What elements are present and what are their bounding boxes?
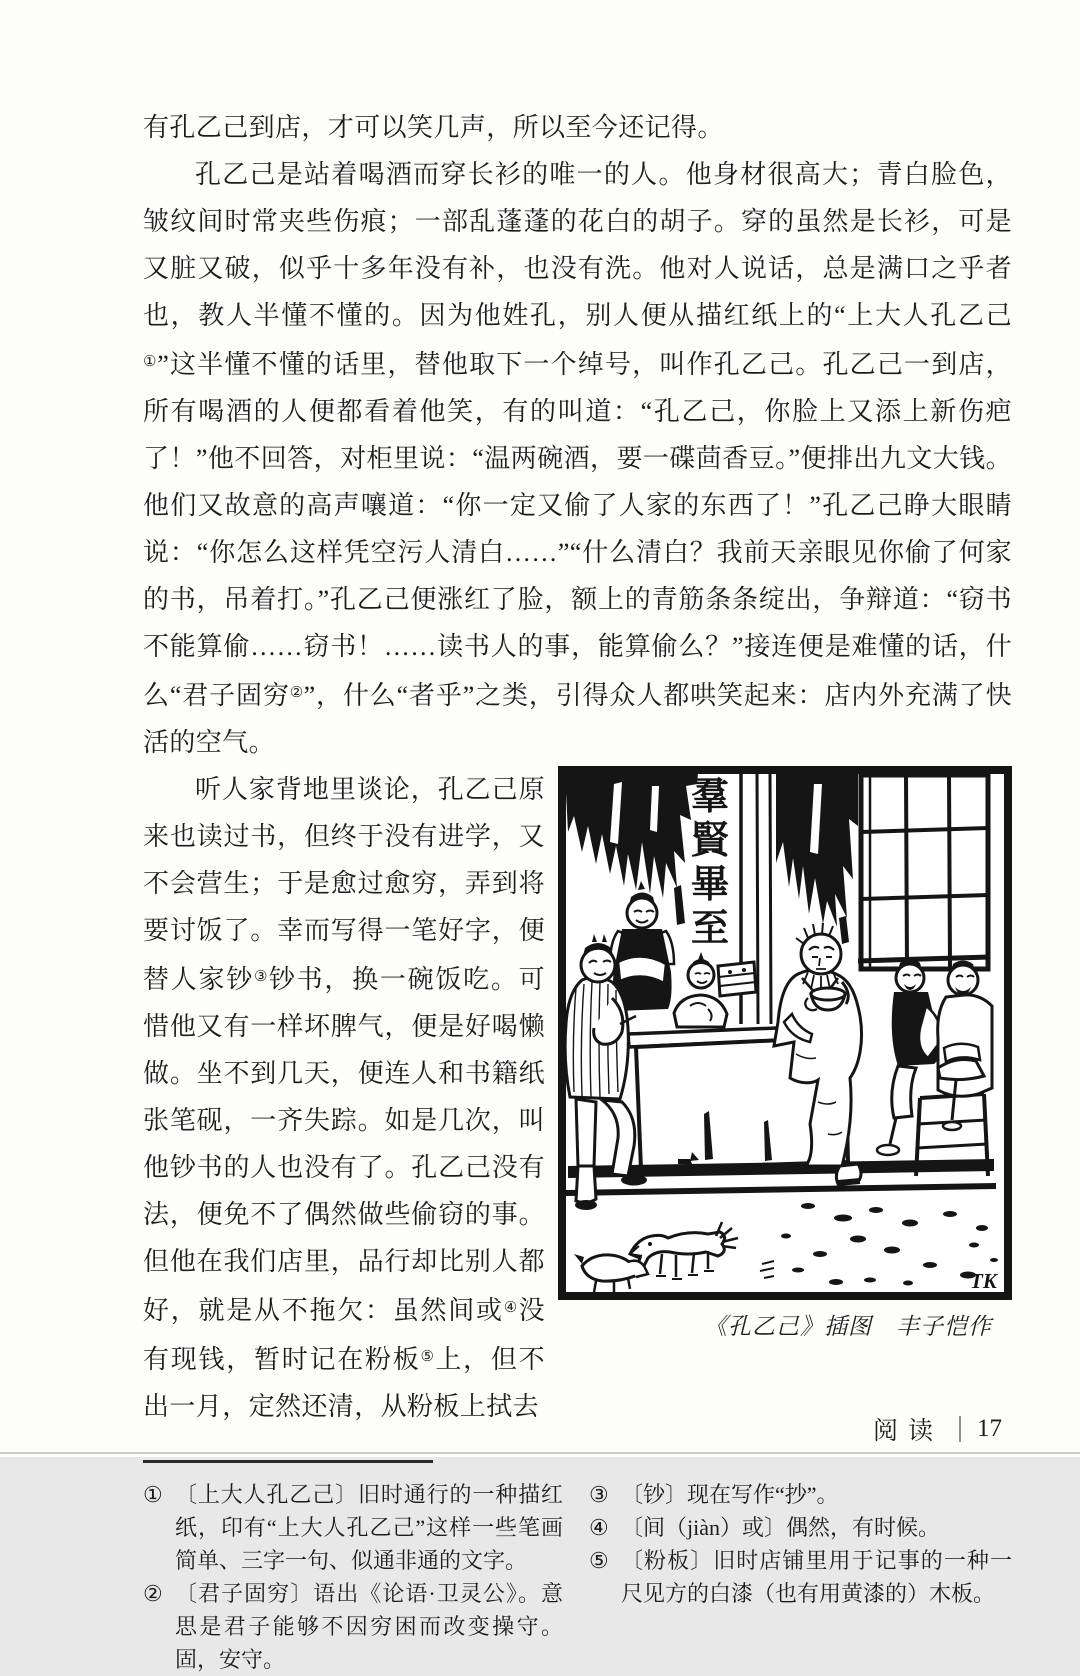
paragraph-description [143, 151, 1012, 766]
footnote-text: 〔上大人孔乙己〕旧时通行的一种描红纸，印有“上大人孔乙己”这样一些笔画简单、三字一句、似通非通的文字。 [175, 1482, 563, 1573]
paragraph-continuation [143, 104, 1012, 151]
page-footer [873, 1411, 1002, 1447]
scroll-char-3: 畢 [690, 864, 730, 906]
footnote-marker-1: ① [143, 354, 158, 370]
footnote-marker-5: ⑤ [420, 1349, 436, 1365]
footnote-item [589, 1511, 1012, 1544]
paragraph-text: ”，什么“者乎”之类，引得众人都哄笑起来：店内外充满了快活的空气。 [143, 681, 1012, 757]
scroll-char-2: 賢 [690, 820, 730, 862]
footnote-number: ① [143, 1482, 163, 1507]
scroll-char-4: 至 [690, 908, 730, 950]
kongyiji-illustration [558, 766, 1012, 1341]
footnote-number: ④ [589, 1515, 609, 1540]
footnote-item [589, 1544, 1012, 1610]
illustration-caption: 《孔乙己》插图 丰子恺作 [704, 1314, 992, 1339]
section-label: 阅读 [872, 1418, 943, 1445]
footer-divider [959, 1416, 961, 1442]
paragraph-text: 上，但不出一月，定然还清，从粉板上拭去 [143, 1345, 545, 1421]
page-number: 17 [977, 1415, 1002, 1442]
paragraph-text: 钞书，换一碗饭吃。可惜他又有一样坏脾气，便是好喝懒做。坐不到几天，便连人和书籍纸张笔砚，一齐失踪。如是几次，叫他钞书的人也没有了。孔乙己没有法，便免不了偶然做些偷窃的事。但他在我们店里，品行却比别人都好，就是从不拖欠：虽然间或 [143, 965, 545, 1325]
footnote-item [143, 1577, 563, 1676]
footnote-number: ② [143, 1581, 163, 1606]
scan-edge-line [0, 1452, 1080, 1454]
footnote-text: 〔粉板〕旧时店铺里用于记事的一种一尺见方的白漆（也有用黄漆的）木板。 [621, 1548, 1012, 1606]
footnote-marker-3: ③ [254, 969, 269, 985]
window [858, 775, 990, 969]
artist-monogram: TK [970, 1269, 997, 1293]
footnote-text: 〔君子固穷〕语出《论语·卫灵公》。意思是君子能够不因穷困而改变操守。固，安守。 [175, 1581, 563, 1672]
paragraph-text: 有孔乙己到店，才可以笑几声，所以至今还记得。 [143, 113, 724, 142]
footnote-number: ③ [589, 1482, 609, 1507]
footnote-item [143, 1478, 563, 1577]
footnotes-section [143, 1460, 1012, 1676]
footnotes-column-right [589, 1460, 1012, 1676]
footnote-text: 〔间（jiàn）或〕偶然，有时候。 [621, 1515, 940, 1540]
footnote-marker-2: ② [289, 685, 304, 701]
paragraph-text: 没有现钱，暂时记在粉板 [143, 1296, 546, 1374]
paragraph-text: 听人家背地里谈论，孔乙己原来也读过书，但终于没有进学，又不会营生；于是愈过愈穷，弄到将要讨饭了。幸而写得一笔好字，便替人家钞 [143, 775, 545, 994]
footnote-item [589, 1478, 1012, 1511]
paragraph-background [143, 766, 545, 1430]
paragraph-text: ”这半懂不懂的话里，替他取下一个绰号，叫作孔乙己。孔乙己一到店，所有喝酒的人便都看着他笑，有的叫道：“孔乙己，你脸上又添上新伤疤了！”他不回答，对柜里说：“温两碗酒，要一碟茴香豆。”便排出九文大钱。他们又故意的高声嚷道：“你一定又偷了人家的东西了！”孔乙己睁大眼睛说：“你怎么这样凭空污人清白……”“什么清白？我前天亲眼见你偷了何家的书，吊着打。”孔乙己便涨红了脸，额上的青筋条条绽出，争辩道：“窃书不能算偷……窃书！……读书人的事，能算偷么？”接连便是难懂的话，什么“君子固穷 [143, 350, 1013, 710]
text-column [143, 766, 545, 1430]
footnote-number: ⑤ [589, 1548, 609, 1573]
footnote-text: 〔钞〕现在写作“抄”。 [621, 1482, 839, 1507]
footnote-marker-4: ④ [503, 1300, 519, 1316]
money-box [718, 962, 756, 996]
footnotes-column-left [143, 1460, 563, 1676]
paragraph-text: 孔乙己是站着喝酒而穿长衫的唯一的人。他身材很高大；青白脸色，皱纹间时常夹些伤痕；一部乱蓬蓬的花白的胡子。穿的虽然是长衫，可是又脏又破，似乎十多年没有补，也没有洗。他对人说话，总是满口之乎者也，教人半懂不懂的。因为他姓孔，别人便从描红纸上的“上大人孔乙己 [143, 160, 1012, 330]
scroll-char-1: 羣 [690, 776, 730, 818]
two-column-section [143, 766, 1012, 1430]
kongyiji-woodcut-svg [558, 766, 1012, 1300]
footnote-separator-rule [143, 1460, 433, 1463]
